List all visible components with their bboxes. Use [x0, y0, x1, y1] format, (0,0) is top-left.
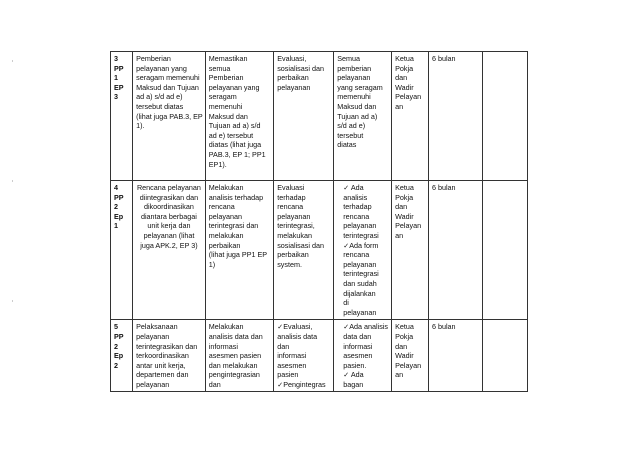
cell-text-line: (lihat juga PAB.3, EP	[136, 111, 203, 121]
cell-text-line: data dan	[343, 331, 372, 341]
cell-text-line: perbaikan	[277, 73, 309, 83]
page-margin-marks	[12, 0, 13, 451]
cell-text-line: bagan	[343, 379, 364, 389]
cell-text-line: Pemberian	[136, 54, 171, 63]
cell-text-line: EP	[114, 82, 124, 92]
cell-text-line: dan	[395, 202, 408, 212]
cell-text-line: terhadap	[343, 202, 372, 212]
cell-text-line: melakukan	[208, 230, 244, 240]
cell-text-line: pelayanan yang	[136, 63, 187, 73]
cell-text-line: Maksud dan Tujuan	[136, 82, 199, 92]
cell-text-line: PP	[114, 192, 124, 202]
cell-responsible	[392, 52, 429, 181]
cell-text-line: analisis	[343, 192, 368, 202]
cell-text-line: pelayanan	[337, 73, 371, 83]
cell-text-line: sosialisasi dan	[277, 63, 324, 73]
cell-text-line: pengintegrasian	[208, 370, 260, 380]
cell-text-line: ✓Evaluasi,	[277, 322, 313, 332]
cell-text-line: dijalankan	[343, 288, 376, 298]
cell-text-line: an	[395, 370, 404, 380]
cell-text-line: PP	[114, 331, 124, 341]
cell-text-line: 3	[114, 92, 118, 102]
cell-text-line: 2	[114, 341, 118, 351]
cell-text-line: terhadap	[277, 192, 306, 202]
table-row	[111, 320, 528, 392]
cell-text-line: informasi	[343, 341, 373, 351]
cell-text-line: 1).	[136, 121, 145, 131]
cell-indicator	[334, 52, 392, 181]
cell-text-line: diintegrasikan dan	[139, 192, 199, 202]
cell-text-line: asesmen	[277, 360, 307, 370]
cell-text-line: terintegrasi	[343, 269, 379, 279]
cell-text-line: Rencana pelayanan	[136, 183, 201, 192]
cell-text-line: informasi	[277, 351, 307, 361]
cell-text-line: ✓Pengintegras	[277, 379, 326, 389]
cell-duration	[428, 320, 482, 392]
table-row	[111, 52, 528, 181]
cell-text-line: pelayanan	[136, 379, 170, 389]
cell-text-line: pelayanan	[343, 221, 377, 231]
cell-text-line: pelayanan	[343, 259, 377, 269]
cell-number	[111, 52, 133, 181]
cell-text-line: Melakukan	[208, 183, 244, 192]
cell-number	[111, 320, 133, 392]
cell-activity	[133, 320, 206, 392]
cell-text-line: Semua	[337, 54, 360, 63]
cell-indicator	[334, 181, 392, 320]
cell-indicator	[334, 320, 392, 392]
cell-text-line: dan melakukan	[208, 360, 258, 370]
cell-text-line: pelayanan yang	[208, 82, 260, 92]
cell-text-line: analisis terhadap	[208, 192, 264, 202]
cell-text-line: rencana	[343, 250, 370, 260]
cell-evaluation	[274, 52, 334, 181]
cell-text-line: an	[395, 101, 404, 111]
cell-text-line: dan	[395, 341, 408, 351]
cell-text-line: Pokja	[395, 192, 414, 202]
cell-text-line: memenuhi	[337, 92, 371, 102]
cell-text-line: diantara berbagai	[140, 211, 197, 221]
cell-text-line: 3	[114, 54, 118, 63]
cell-action	[205, 320, 273, 392]
cell-evaluation	[274, 181, 334, 320]
cell-text-line: ✓ Ada	[343, 370, 364, 380]
cell-text-line: Tujuan ad a) s/d	[208, 121, 261, 131]
cell-text-line: 1	[114, 73, 118, 83]
cell-text-line: terintegrasi	[343, 230, 379, 240]
cell-text-line: terintegrasikan dan	[136, 341, 198, 351]
cell-text-line: terkoordinasikan	[136, 351, 189, 361]
cell-text-line: pelayanan (lihat	[143, 230, 195, 240]
cell-responsible	[392, 320, 429, 392]
cell-text-line: ✓ Ada	[343, 183, 364, 192]
cell-text-line: Ketua	[395, 183, 414, 192]
cell-text-line: di	[343, 298, 349, 308]
cell-text-line: Maksud dan	[337, 101, 377, 111]
cell-text-line: pelayanan	[136, 331, 170, 341]
cell-text-line: Pelayan	[395, 92, 422, 102]
cell-extra	[482, 52, 527, 181]
cell-text-line: 2	[114, 202, 118, 212]
cell-text-line: asesmen pasien	[208, 351, 262, 361]
cell-text-line: diatas (lihat juga	[208, 140, 262, 150]
cell-duration	[428, 181, 482, 320]
cell-text-line: terintegrasi dan	[208, 221, 259, 231]
cell-text-line: pelayanan	[208, 211, 242, 221]
cell-text-line: Pokja	[395, 63, 414, 73]
cell-text-line: Memastikan	[208, 54, 248, 63]
cell-text-line: pelayanan	[277, 211, 311, 221]
cell-text-line: Pelayan	[395, 221, 422, 231]
cell-activity	[133, 181, 206, 320]
cell-text-line: pasien.	[343, 360, 367, 370]
cell-text-line: ✓Ada analisis	[343, 322, 388, 332]
cell-text-line: 6 bulan	[431, 54, 456, 63]
cell-text-line: Pokja	[395, 331, 414, 341]
cell-activity	[133, 52, 206, 181]
cell-text-line: antar unit kerja,	[136, 360, 186, 370]
cell-text-line: ✓Ada form	[343, 240, 379, 250]
cell-text-line: departemen dan	[136, 370, 189, 380]
cell-text-line: PP	[114, 63, 124, 73]
cell-text-line: analisis data dan	[208, 331, 263, 341]
cell-action	[205, 181, 273, 320]
cell-text-line: seragam memenuhi	[136, 73, 200, 83]
cell-text-line: memenuhi	[208, 101, 243, 111]
cell-text-line: Ep	[114, 211, 124, 221]
cell-text-line: perbaikan	[277, 250, 309, 260]
cell-text-line: EP1).	[208, 159, 227, 169]
cell-text-line: system.	[277, 259, 302, 269]
cell-text-line: Pelaksanaan	[136, 322, 178, 332]
cell-text-line: dan	[277, 341, 290, 351]
cell-action	[205, 52, 273, 181]
cell-extra	[482, 320, 527, 392]
table-row	[111, 181, 528, 320]
cell-text-line: (lihat juga PP1 EP	[208, 250, 268, 260]
cell-text-line: an	[395, 230, 404, 240]
cell-text-line: 4	[114, 183, 118, 192]
cell-text-line: tersebut	[337, 130, 364, 140]
cell-text-line: Maksud dan	[208, 111, 248, 121]
cell-text-line: Tujuan ad a)	[337, 111, 378, 121]
cell-text-line: semua	[208, 63, 231, 73]
cell-text-line: Ketua	[395, 54, 414, 63]
cell-text-line: ad e) tersebut	[208, 130, 254, 140]
cell-text-line: asesmen	[343, 351, 373, 361]
cell-text-line: tersebut diatas	[136, 101, 184, 111]
cell-text-line: rencana	[343, 211, 370, 221]
cell-text-line: rencana	[208, 202, 235, 212]
cell-text-line: Pemberian	[208, 73, 244, 83]
cell-text-line: terintegrasi,	[277, 221, 315, 231]
cell-text-line: analisis data	[277, 331, 318, 341]
cell-text-line: pelayanan	[343, 307, 377, 317]
cell-text-line: Melakukan	[208, 322, 244, 332]
cell-text-line: Wadir	[395, 351, 414, 361]
action-plan-table	[110, 51, 528, 392]
cell-text-line: perbaikan	[208, 240, 241, 250]
cell-number	[111, 181, 133, 320]
cell-text-line: Ep	[114, 351, 124, 361]
cell-text-line: Wadir	[395, 211, 414, 221]
cell-extra	[482, 181, 527, 320]
cell-text-line: pasien	[277, 370, 299, 380]
cell-duration	[428, 52, 482, 181]
cell-responsible	[392, 181, 429, 320]
cell-text-line: Ketua	[395, 322, 414, 332]
cell-text-line: dan sudah	[343, 278, 377, 288]
cell-text-line: yang seragam	[337, 82, 383, 92]
cell-text-line: 1)	[208, 259, 216, 269]
cell-text-line: Evaluasi,	[277, 54, 307, 63]
cell-text-line: Pelayan	[395, 360, 422, 370]
cell-text-line: rencana	[277, 202, 304, 212]
cell-text-line: s/d ad e)	[337, 121, 366, 131]
cell-text-line: pelayanan	[277, 82, 311, 92]
cell-text-line: seragam	[208, 92, 237, 102]
cell-text-line: 2	[114, 360, 118, 370]
cell-text-line: 5	[114, 322, 118, 332]
cell-text-line: pemberian	[337, 63, 372, 73]
cell-text-line: dikoordinasikan	[143, 202, 194, 212]
cell-text-line: Evaluasi	[277, 183, 305, 192]
cell-text-line: 6 bulan	[431, 183, 456, 192]
cell-text-line: ad a) s/d ad e)	[136, 92, 183, 102]
cell-text-line: informasi	[208, 341, 238, 351]
cell-text-line: dan	[395, 73, 408, 83]
cell-text-line: diatas	[337, 140, 357, 150]
cell-text-line: PAB.3, EP 1; PP1	[208, 149, 266, 159]
cell-text-line: 1	[114, 221, 118, 231]
cell-text-line: unit kerja dan	[147, 221, 191, 231]
cell-text-line: 6 bulan	[431, 322, 456, 332]
cell-text-line: Wadir	[395, 82, 414, 92]
cell-text-line: melakukan	[277, 230, 312, 240]
cell-evaluation	[274, 320, 334, 392]
cell-text-line: dan	[208, 379, 221, 389]
cell-text-line: sosialisasi dan	[277, 240, 324, 250]
cell-text-line: juga APK.2, EP 3)	[140, 240, 198, 250]
